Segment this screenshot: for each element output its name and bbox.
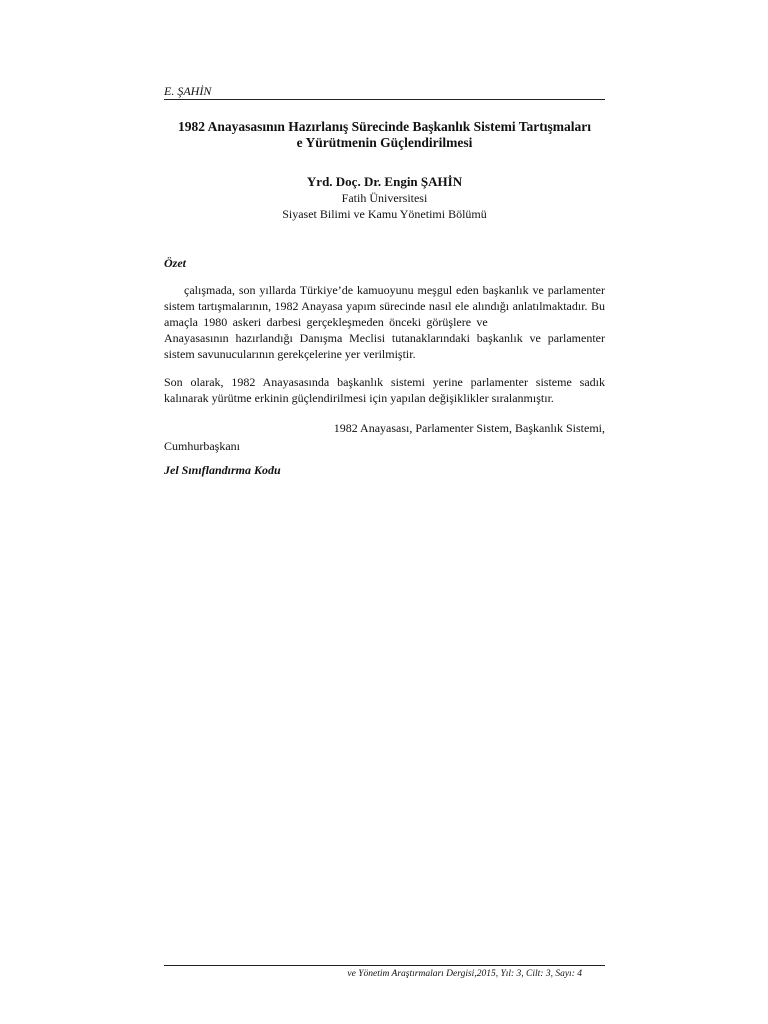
keywords-line-2: Cumhurbaşkanı <box>164 439 240 453</box>
footer-divider <box>164 965 605 966</box>
footer-citation: ve Yönetim Araştırmaları Dergisi,2015, Yıl: 3, Cilt: 3, Sayı: 4 <box>347 969 582 979</box>
abstract-p1-part2: Anayasasının hazırlandığı Danışma Meclisi tutanaklarındaki başkanlık ve parlamenter sistem savunucularının gerekçelerine yer verilmiştir. <box>164 331 605 361</box>
author-department: Siyaset Bilimi ve Kamu Yönetimi Bölümü <box>282 207 487 221</box>
paper-title <box>164 119 605 151</box>
abstract-paragraph-2: Son olarak, 1982 Anayasasında başkanlık sistemi yerine parlamenter sisteme sadık kalınarak yürütme erkinin güçlendirilmesi için yapılan değişiklikler sıralanmıştır. <box>164 375 605 405</box>
title-line-1: 1982 Anayasasının Hazırlanış Sürecinde Başkanlık Sistemi Tartışmaları <box>177 119 592 134</box>
abstract-paragraph-1 <box>164 282 605 362</box>
title-line-2: e Yürütmenin Güçlendirilmesi <box>296 135 473 150</box>
keywords-line-1: 1982 Anayasası, Parlamenter Sistem, Başkanlık Sistemi, <box>333 421 605 435</box>
running-head: E. ŞAHİN <box>164 84 605 100</box>
jel-heading: Jel Sınıflandırma Kodu <box>164 463 281 477</box>
author-institution: Fatih Üniversitesi <box>341 191 428 205</box>
abstract-heading: Özet <box>164 256 186 270</box>
paper-page <box>164 0 605 1024</box>
abstract-p1-part1: çalışmada, son yıllarda Türkiye’de kamuoyunu meşgul eden başkanlık ve parlamenter sistem tartışmalarının, 1982 Anayasa yapım sürecinde nasıl ele alındığı anlatılmaktadır. Bu amaçla 1980 askeri darbesi gerçekleşmeden önceki görüşlere ve <box>164 283 605 329</box>
keywords <box>164 419 605 455</box>
author-name: Yrd. Doç. Dr. Engin ŞAHİN <box>306 174 463 189</box>
